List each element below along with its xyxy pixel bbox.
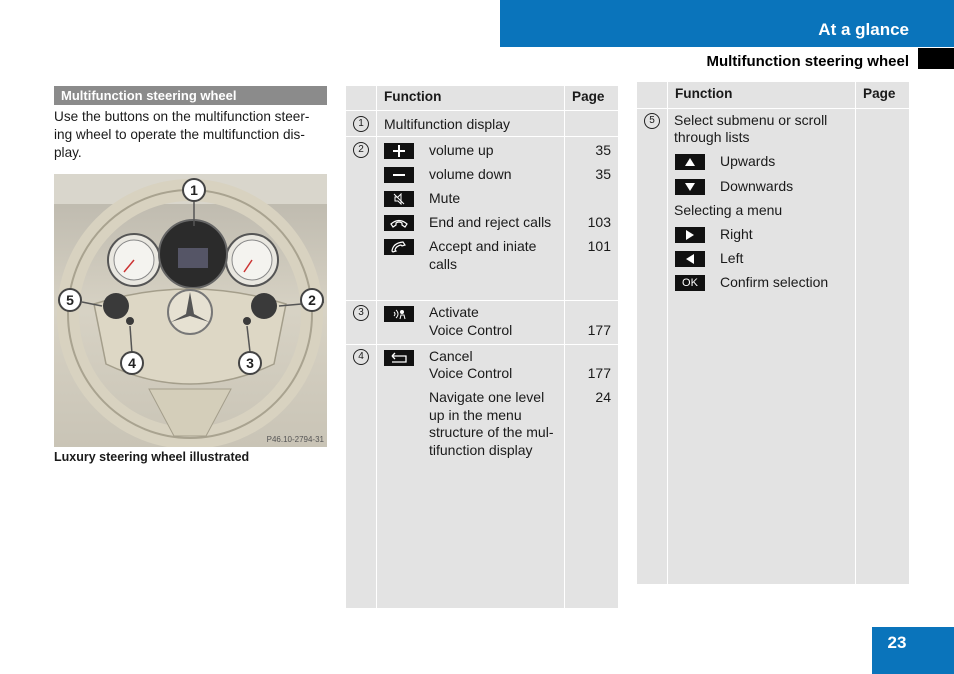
header-function: Function (384, 89, 442, 104)
column-divider (376, 86, 377, 608)
function-text: Navigate one level (429, 389, 545, 405)
function-text: Activate (429, 304, 479, 320)
callout-5: 5 (66, 292, 74, 308)
callout-3: 3 (246, 355, 254, 371)
row-divider (637, 108, 909, 109)
figure-caption: Luxury steering wheel illustrated (54, 450, 250, 464)
header-function: Function (675, 86, 733, 101)
callout-2: 2 (308, 292, 316, 308)
function-text: up in the menu (429, 407, 522, 423)
function-text: Left (720, 250, 744, 266)
function-text: Voice Control (429, 322, 513, 338)
page-ref: 177 (587, 322, 611, 338)
function-text: volume down (429, 166, 512, 182)
row-divider (346, 136, 618, 137)
page-number: 23 (887, 633, 907, 652)
page-ref: 35 (595, 142, 611, 158)
function-text: Mute (429, 190, 461, 206)
right-arrow-icon (675, 227, 705, 243)
section-heading: Multifunction steering wheel (54, 86, 327, 105)
row-number: 3 (353, 305, 369, 321)
plus-icon (384, 143, 414, 159)
row-divider (346, 110, 618, 111)
row-number: 4 (353, 349, 369, 365)
function-text: Downwards (720, 178, 794, 194)
callout-4: 4 (128, 355, 136, 371)
section-marker (918, 48, 954, 69)
column-divider (855, 82, 856, 584)
column-divider (564, 86, 565, 608)
intro-line: ing wheel to operate the multifunction dis- (54, 127, 305, 142)
page-ref: 177 (587, 365, 611, 381)
function-text: Confirm selection (720, 274, 829, 290)
row-number: 5 (644, 113, 660, 129)
intro-line: play. (54, 145, 82, 160)
function-text: Upwards (720, 153, 776, 169)
function-text: Select submenu or scroll (674, 112, 828, 128)
menu-label: Selecting a menu (674, 202, 783, 218)
row-number: 1 (353, 116, 369, 132)
function-text: End and reject calls (429, 214, 552, 230)
header-page: Page (572, 89, 605, 104)
up-arrow-icon (675, 154, 705, 170)
back-icon (384, 350, 414, 366)
page-ref: 101 (587, 238, 611, 254)
function-table-1 (346, 86, 618, 608)
mute-icon (384, 191, 414, 207)
column-divider (667, 82, 668, 584)
voice-control-icon (384, 306, 414, 322)
function-text: Right (720, 226, 753, 242)
function-text: structure of the mul- (429, 424, 554, 440)
section-title: Multifunction steering wheel (706, 53, 909, 70)
end-call-icon (384, 215, 414, 231)
steering-wheel-figure (54, 174, 327, 447)
left-arrow-icon (675, 251, 705, 267)
page-ref: 24 (595, 389, 611, 405)
function-text: Accept and iniate (429, 238, 537, 254)
function-text: Cancel (429, 348, 473, 364)
page-ref: 103 (587, 214, 611, 230)
function-text: volume up (429, 142, 494, 158)
figure-code: P46.10-2794-31 (266, 435, 324, 444)
function-table-2 (637, 82, 909, 584)
intro-text (54, 108, 329, 162)
row-number: 2 (353, 142, 369, 158)
intro-line: Use the buttons on the multifunction steer- (54, 109, 310, 124)
row-divider (346, 344, 618, 345)
ok-icon: OK (675, 275, 705, 291)
row-divider (346, 300, 618, 301)
page-ref: 35 (595, 166, 611, 182)
function-text: calls (429, 256, 458, 272)
minus-icon (384, 167, 414, 183)
steering-wheel-illustration (54, 174, 327, 447)
chapter-title: At a glance (818, 20, 909, 39)
accept-call-icon (384, 239, 414, 255)
function-text: tifunction display (429, 442, 533, 458)
function-text: Voice Control (429, 365, 513, 381)
callout-1: 1 (190, 182, 198, 198)
header-page: Page (863, 86, 896, 101)
function-text: through lists (674, 129, 750, 145)
function-text: Multifunction display (384, 116, 511, 132)
down-arrow-icon (675, 179, 705, 195)
